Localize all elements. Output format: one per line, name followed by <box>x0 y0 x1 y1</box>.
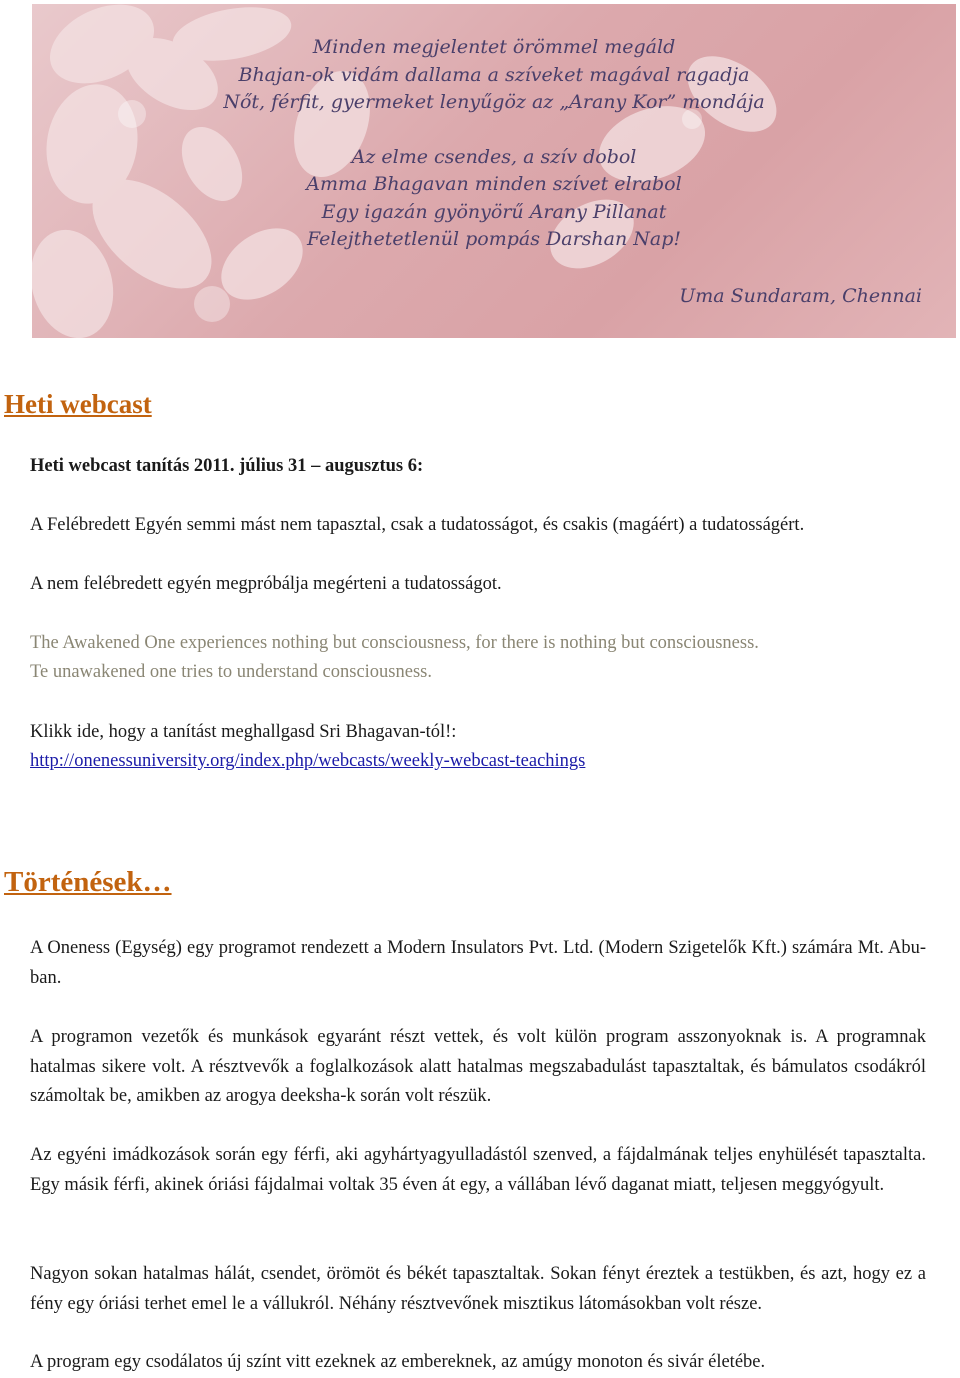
poem-line: Egy igazán gyönyörű Arany Pillanat <box>321 200 667 223</box>
poem-line: Felejthetetlenül pompás Darshan Nap! <box>306 228 682 250</box>
webcast-link-line <box>30 747 926 777</box>
webcast-heading: Heti webcast <box>4 389 152 419</box>
poem-signature: Uma Sundaram, Chennai <box>679 285 922 307</box>
webcast-hu-teaching-1: A Felébredett Egyén semmi mást nem tapasztal, csak a tudatosságot, és csakis (magáért) a tudatosságért. <box>30 515 805 535</box>
poem-line: Nőt, férfit, gyermeket lenyűgöz az „Arany Kor” mondája <box>223 91 765 113</box>
poem <box>32 34 956 254</box>
stories-paragraph-3: Az egyéni imádkozások során egy férfi, aki agyhártyagyulladástól szenved, a fájdalmának teljes enyhülését tapasztalta. Egy másik férfi, akinek óriási fájdalmai voltak 35 éven át egy, a vállában lévő daganat miatt, teljesen meggyógyult. <box>30 1145 926 1195</box>
webcast-link[interactable]: http://onenessuniversity.org/index.php/webcasts/weekly-webcast-teachings <box>30 751 586 771</box>
poem-line: Bhajan-ok vidám dallama a szíveket magával ragadja <box>238 63 750 86</box>
poem-stanza-1 <box>32 34 956 117</box>
webcast-hu-teaching-2: A nem felébredett egyén megpróbálja megérteni a tudatosságot. <box>30 574 502 594</box>
webcast-en-teaching-2: Te unawakened one tries to understand consciousness. <box>30 662 432 682</box>
poem-banner <box>32 4 956 338</box>
stories-paragraph-1: A Oneness (Egység) egy programot rendezett a Modern Insulators Pvt. Ltd. (Modern Szigetelők Kft.) számára Mt. Abu-ban. <box>30 938 926 988</box>
stories-heading: Történések… <box>4 866 172 898</box>
poem-line: Amma Bhagavan minden szívet elrabol <box>306 173 682 195</box>
webcast-subheading: Heti webcast tanítás 2011. július 31 – augusztus 6: <box>30 456 424 476</box>
poem-stanza-2 <box>32 144 956 254</box>
stories-paragraph-4: Nagyon sokan hatalmas hálát, csendet, örömöt és békét tapasztaltak. Sokan fényt éreztek a testükben, és azt, hogy ez a fény egy óriási terhet emel le a vállukról. Néhány résztvevőnek misztikus látomásokban volt része. <box>30 1264 926 1314</box>
stories-paragraph-2: A programon vezetők és munkások egyaránt részt vettek, és volt külön program asszonyoknak is. A programnak hatalmas sikere volt. A résztvevők a foglalkozások alatt hatalmas megszabadulást tapasztaltak, és bámulatos csodákról számoltak be, amikben az arogya deeksha-k során volt részük. <box>30 1027 926 1106</box>
poem-line: Minden megjelentet örömmel megáld <box>312 36 676 58</box>
webcast-en-teaching-1: The Awakened One experiences nothing but consciousness, for there is nothing but consciousness. <box>30 633 759 653</box>
poem-line: Az elme csendes, a szív dobol <box>351 145 637 168</box>
stories-paragraph-5: A program egy csodálatos új színt vitt ezeknek az embereknek, az amúgy monoton és sivár életébe. <box>30 1352 766 1372</box>
webcast-listen-text: Klikk ide, hogy a tanítást meghallgasd Sri Bhagavan-tól!: <box>30 722 457 742</box>
